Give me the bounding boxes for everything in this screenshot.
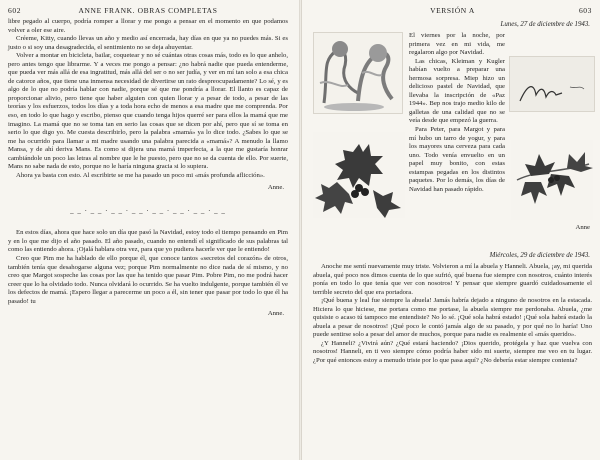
paragraph: El viernes por la noche, por primera vez en mi vida, me regalaron algo por Navidad. xyxy=(409,32,505,57)
running-head-right: VERSIÓN A xyxy=(430,6,475,15)
illustrated-entry xyxy=(313,32,592,249)
paragraph: Anoche me sentí nuevamente muy triste. Volvieron a mí la abuela y Hanneli. Abuela, ¡ay, mi querida abuela, qué poco nos dimos cuenta de lo que sufrió, qué buena fue siempre con nosotros, cuánto interés ponía en todo lo que tenía que ver con nosotros! Y pensar que siempre guardó cuidadosamente el terrible secreto del que era portadora. xyxy=(313,263,592,296)
left-page xyxy=(0,0,298,460)
page-number-left: 602 xyxy=(8,6,22,15)
paragraph: En estos días, ahora que hace solo un día que pasó la Navidad, estoy todo el tiempo pensando en Pim y en lo que me dijo el año pasado. El año pasado, cuando no entendí el significado de sus palabras tal como las entiendo ahora. ¡Ojalá hablara otra vez, para que yo pudiera hacerle ver que le entiendo! xyxy=(8,229,288,254)
paragraph: Creo que Pim me ha hablado de ello porque él, que conoce tantos «secretos del corazón» de otros, también tenía que desahogarse alguna vez; porque Pim normalmente no dice nada de sí mismo, y no creo que Margot sospeche las cosas por las que ha tenido que pasar Pim. Pobre Pim, no me podrá hacer creer que lo ha olvidado todo. Nunca olvidará lo ocurrido. Se ha vuelto indulgente, porque también él ve los defectos de mamá. ¡Espero llegar a parecerme un poco a él, sin tener que pasar por todo lo que él ha pasado! tu xyxy=(8,255,288,305)
section-divider: _ _ · _ _ · _ _ · _ _ · _ _ · _ _ · _ _ · _ _ xyxy=(70,207,226,216)
paragraph: Créeme, Kitty, cuando llevas un año y medio así encerrada, hay días en que ya no puedes más. Si es justo o si soy una desagradecida, el sentimiento no se deja ahuyentar. xyxy=(8,35,288,51)
paragraph: Volver a montar en bicicleta, bailar, coquetear y no sé cuántas otras cosas más, todo es lo que anhelo, pero antes tengo que librarme. Y a veces me pongo a pensar: ¿no habrá nadie que pueda entenderme, que pueda ver más allá de esa ingratitud, más allá del ser o no ser judía, y ver en mí tan solo a esa chica de catorce años, que tiene una inmensa necesidad de divertirse un rato despreocupadamente? Lo sé, y es algo de lo que no podría hablar con nadie, porque sé que me pondría a llorar. El llanto es capaz de proporcionar alivio, pero tiene que haber alguien con quien llorar y a pesar de todo, a pesar de las teorías y los esfuerzos, todos los días y a toda hora echo de menos a esa madre que me comprenda. Por eso, en todo lo que hago y escribo, pienso que cuando tenga hijos querré ser para ellos la mamá que me imagino. La mamá que no se toma tan en serio las cosas que se dicen por ahí, pero que sí se toma en serio lo que digo yo. Me cuesta describirlo, pero la palabra «mamá» ya lo dice todo. ¿Sabes lo que se me ha ocurrido para llamar a mi madre usando una palabra parecida a «mamá»? A menudo la llamo Mansa, y de ahí deriva Mans. Es como si dijera una mamá imperfecta, a la que me gustaría honrar cambiándole un poco las letras al nombre que le he puesto, pero que no se da cuenta de ello. Por suerte, Mans no sabe nada de esto, porque no le haría ninguna gracia si lo supiera. xyxy=(8,52,288,171)
paragraph: Ahora ya basta con esto. Al escribirte se me ha pasado un poco mi «más profunda aflicción». xyxy=(16,171,265,179)
paragraph: ¿Y Hanneli? ¿Vivirá aún? ¿Qué estará haciendo? ¡Dios querido, protégela y haz que vuelva con nosotros! Hanneli, en ti veo siempre cómo podría haber sido mi suerte, siempre me veo en tu lugar. ¿Por qué entonces estoy a menudo triste por lo que pasa aquí? ¿No debería estar siempre contenta? xyxy=(313,339,592,365)
paragraph: ¡Qué buena y leal fue siempre la abuela! Jamás habría dejado a ninguno de nosotros en la estacada. Hiciera lo que hiciese, me portara como me portase, la abuela siempre me perdonaba. Abuela, ¿me quisiste o acaso tú tampoco me entendiste? No lo sé. ¡Qué sola habrá estado! ¡Qué sola habrá estado la abuela a pesar de nosotros! ¡Qué poco le contó jamás algo de su pasado, y por qué no lo haría! Uno puede sentirse solo a pesar del amor de muchos, porque para nadie es realmente el «más querido». xyxy=(313,297,592,339)
paragraph: Las chicas, Kleiman y Kugler habían vuelto a preparar una hermosa sorpresa. Miep hizo un delicioso pastel de Navidad, que llevaba la inscripción de «Paz 1944». Bep nos trajo medio kilo de galletas de una calidad que no se veía desde que empezó la guerra. xyxy=(409,57,505,125)
left-text-top xyxy=(8,18,288,180)
signature-anne-1: Anne. xyxy=(267,184,284,192)
running-head-left: ANNE FRANK. OBRAS COMPLETAS xyxy=(78,6,218,15)
figure-signature-card xyxy=(509,56,595,112)
left-text-bottom xyxy=(8,229,288,306)
holly-branch-icon xyxy=(511,140,593,220)
signature-anne-3: Anne xyxy=(575,224,590,231)
figure-illustration-icon xyxy=(313,32,403,114)
gift-entry-text xyxy=(409,32,505,194)
book-gutter xyxy=(299,0,302,460)
right-text-bottom xyxy=(313,263,592,366)
page-number-right: 603 xyxy=(578,6,592,15)
paragraph: Para Peter, para Margot y para mí hubo un tarro de yogur, y para los mayores una cerveza para cada uno. Todo venía envuelto en un papel muy bonito, con estas estampas pegadas en los distintos paquetes. Por lo demás, los días de Navidad han pasado rápido. xyxy=(409,126,505,193)
holly-leaves-icon xyxy=(313,132,405,218)
paragraph: libre pegado al cuerpo, podría romper a llorar y me pongo a pensar en el momento en que podamos volver a oler ese aire. xyxy=(8,18,288,34)
right-page xyxy=(303,0,600,460)
right-header xyxy=(313,6,592,18)
signature-anne-2: Anne. xyxy=(267,310,284,318)
entry-date-1: Lunes, 27 de diciembre de 1943. xyxy=(500,21,590,28)
left-header xyxy=(8,6,288,18)
entry-date-2: Miércoles, 29 de diciembre de 1943. xyxy=(489,252,590,259)
